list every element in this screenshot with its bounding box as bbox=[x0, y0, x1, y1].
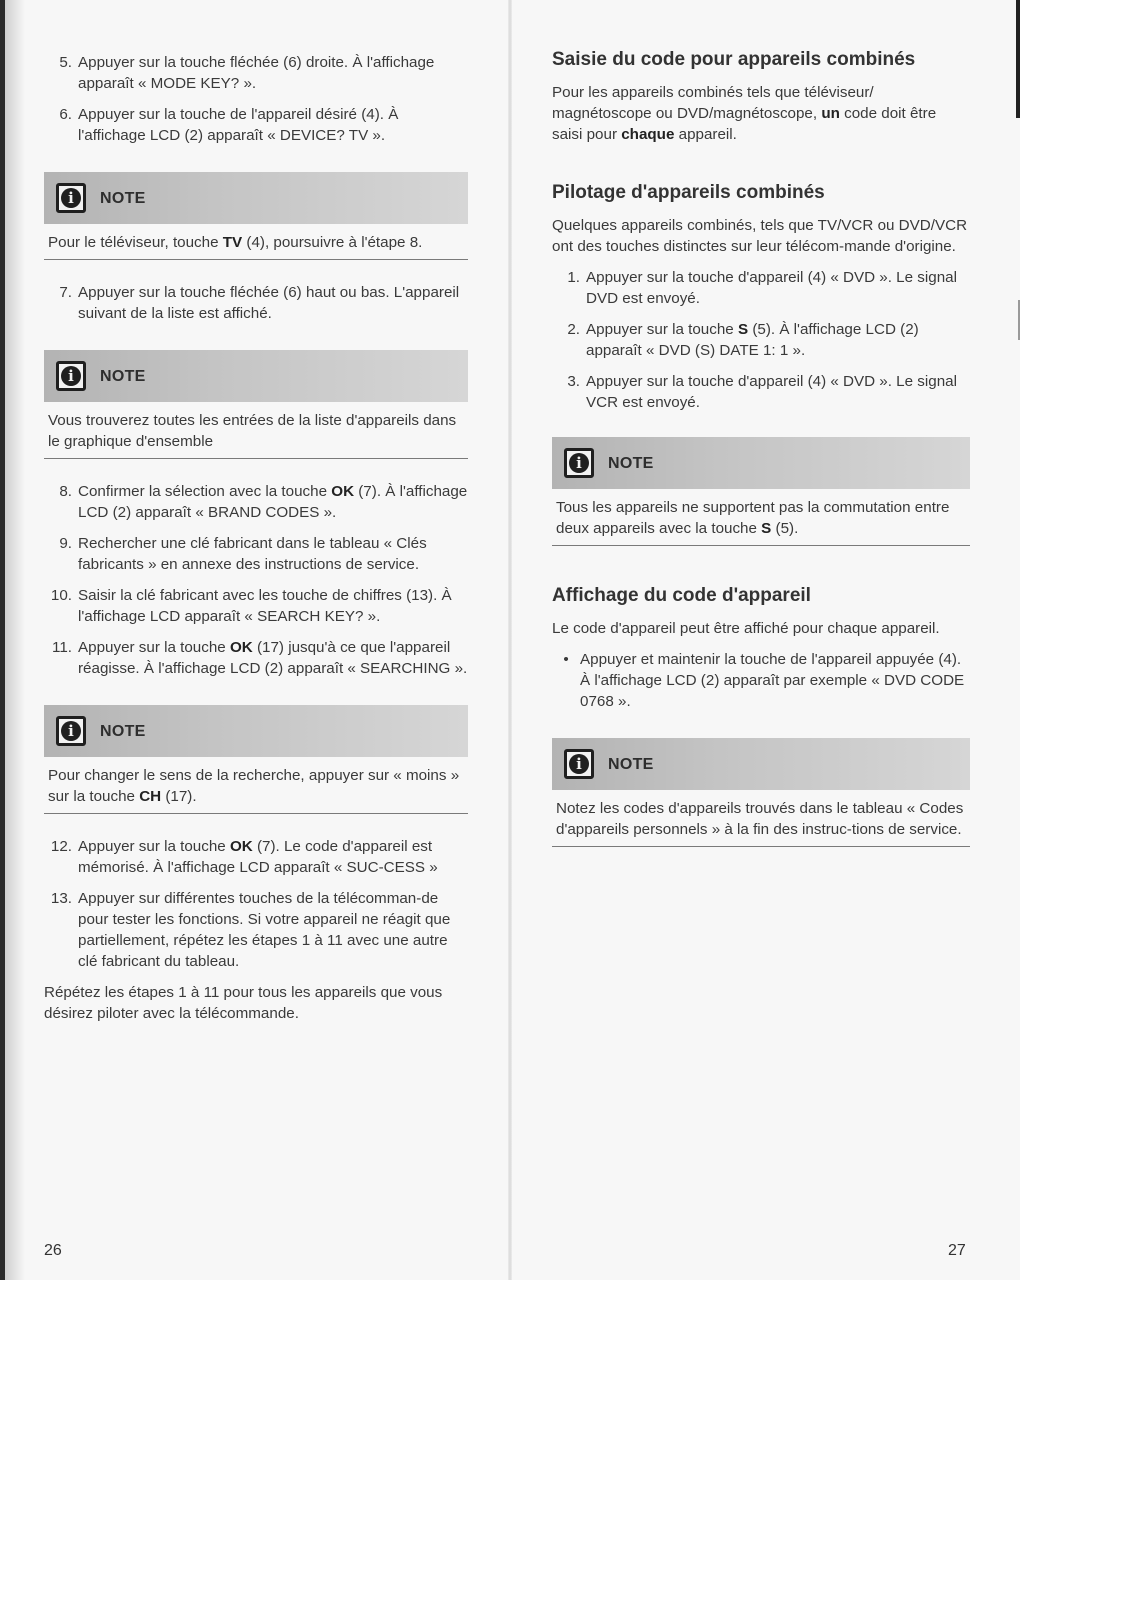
step-text-part: Confirmer la sélection avec la touche bbox=[78, 483, 332, 500]
note-text bbox=[44, 757, 468, 814]
step-text-part: (5). À l'affichage LCD (2) apparaît « DVD (S) DATE 1: 1 ». bbox=[586, 321, 919, 359]
step-text bbox=[78, 836, 468, 878]
step-1 bbox=[552, 267, 970, 309]
step-text-part: (7). Le code d'appareil est mémorisé. À l'affichage LCD apparaît « SUC-CESS » bbox=[78, 838, 438, 876]
step-number: 8. bbox=[59, 483, 72, 500]
step-text: Appuyer sur la touche d'appareil (4) « DVD ». Le signal VCR est envoyé. bbox=[586, 373, 957, 411]
info-icon: i bbox=[56, 716, 86, 746]
section-paragraph: Le code d'appareil peut être affiché pour chaque appareil. bbox=[552, 620, 940, 637]
step-12 bbox=[44, 836, 468, 878]
scan-left-shadow bbox=[5, 0, 25, 1280]
section-title-combined-control: Pilotage d'appareils combinés bbox=[552, 182, 825, 203]
page-number-right: 27 bbox=[948, 1242, 966, 1259]
step-3 bbox=[552, 371, 970, 413]
step-5 bbox=[44, 52, 468, 94]
note-box-3 bbox=[44, 705, 468, 814]
step-text-bold: OK bbox=[229, 639, 253, 656]
note-text-part: Tous les appareils ne supportent pas la commutation entre deux appareils avec la touche bbox=[556, 499, 950, 537]
step-text bbox=[78, 481, 468, 523]
step-number: 9. bbox=[59, 535, 72, 552]
note-header bbox=[44, 705, 468, 757]
book-gutter bbox=[508, 0, 512, 1280]
note-label: NOTE bbox=[100, 367, 146, 385]
note-text-part: (5). bbox=[771, 520, 799, 537]
note-header bbox=[44, 172, 468, 224]
step-text-bold: S bbox=[737, 321, 749, 338]
page-number-left: 26 bbox=[44, 1242, 62, 1259]
step-text-part: Appuyer sur la touche bbox=[586, 321, 738, 338]
step-9 bbox=[44, 533, 468, 575]
note-text-part: (4), poursuivre à l'étape 8. bbox=[242, 234, 423, 251]
right-page-column bbox=[552, 48, 970, 865]
step-11 bbox=[44, 637, 468, 679]
step-number: 12. bbox=[50, 838, 72, 855]
note-text-bold: TV bbox=[222, 234, 243, 251]
note-text bbox=[44, 224, 468, 260]
note-text-part: (17). bbox=[161, 788, 197, 805]
info-icon: i bbox=[564, 749, 594, 779]
step-text bbox=[78, 637, 468, 679]
note-box-4 bbox=[552, 437, 970, 546]
note-box-2 bbox=[44, 350, 468, 459]
step-number: 2. bbox=[567, 321, 580, 338]
step-number: 13. bbox=[50, 890, 72, 907]
scan-right-margin bbox=[1020, 0, 1131, 1280]
closing-paragraph: Répétez les étapes 1 à 11 pour tous les appareils que vous désirez piloter avec la télécommande. bbox=[44, 984, 443, 1022]
note-text-part: Pour changer le sens de la recherche, appuyer sur « moins » sur la touche bbox=[48, 767, 460, 805]
paragraph-part: appareil. bbox=[674, 126, 737, 143]
note-header bbox=[552, 738, 970, 790]
step-13 bbox=[44, 888, 468, 972]
section-title-code-display: Affichage du code d'appareil bbox=[552, 585, 811, 606]
step-text-part: Appuyer sur la touche bbox=[78, 639, 230, 656]
step-8 bbox=[44, 481, 468, 523]
step-text-bold: OK bbox=[229, 838, 253, 855]
note-text-bold: S bbox=[761, 520, 772, 537]
step-text bbox=[586, 319, 970, 361]
left-page-column bbox=[44, 52, 468, 1034]
bullet-dot: • bbox=[563, 651, 569, 668]
note-text: Vous trouverez toutes les entrées de la liste d'appareils dans le graphique d'ensemble bbox=[44, 402, 468, 459]
section-paragraph: Quelques appareils combinés, tels que TV/VCR ou DVD/VCR ont des touches distinctes sur leur télécom-mande d'origine. bbox=[552, 217, 968, 255]
note-label: NOTE bbox=[608, 454, 654, 472]
step-text: Appuyer sur la touche fléchée (6) haut ou bas. L'appareil suivant de la liste est affiché. bbox=[78, 284, 460, 322]
paragraph-bold: un bbox=[821, 105, 840, 122]
note-box-5 bbox=[552, 738, 970, 847]
step-text-part: Appuyer sur la touche bbox=[78, 838, 230, 855]
info-icon: i bbox=[56, 361, 86, 391]
paragraph-bold: chaque bbox=[621, 126, 675, 143]
step-text: Saisir la clé fabricant avec les touche de chiffres (13). À l'affichage LCD apparaît « SEARCH KEY? ». bbox=[78, 587, 452, 625]
note-label: NOTE bbox=[100, 722, 146, 740]
step-6 bbox=[44, 104, 468, 146]
note-header bbox=[552, 437, 970, 489]
step-text-part: (7). À l'affichage LCD (2) apparaît « BRAND CODES ». bbox=[78, 483, 468, 521]
paragraph-part: code doit être saisi pour bbox=[552, 105, 937, 143]
step-number: 6. bbox=[59, 106, 72, 123]
bullet-item bbox=[552, 649, 970, 712]
info-icon: i bbox=[564, 448, 594, 478]
step-number: 10. bbox=[50, 587, 72, 604]
section-title-combined-code: Saisie du code pour appareils combinés bbox=[552, 49, 916, 70]
step-number: 7. bbox=[59, 284, 72, 301]
section-paragraph bbox=[552, 82, 970, 145]
blank-bottom-area bbox=[0, 1280, 1131, 1600]
step-text-bold: OK bbox=[331, 483, 355, 500]
bullet-text: Appuyer et maintenir la touche de l'appareil appuyée (4). À l'affichage LCD (2) apparaît par exemple « DVD CODE 0768 ». bbox=[580, 651, 965, 710]
note-text bbox=[552, 489, 970, 546]
step-text: Rechercher une clé fabricant dans le tableau « Clés fabricants » en annexe des instructions de service. bbox=[78, 535, 427, 573]
step-text: Appuyer sur la touche de l'appareil désiré (4). À l'affichage LCD (2) apparaît « DEVICE? TV ». bbox=[78, 106, 399, 144]
step-7 bbox=[44, 282, 468, 324]
step-2 bbox=[552, 319, 970, 361]
step-number: 3. bbox=[567, 373, 580, 390]
info-icon: i bbox=[56, 183, 86, 213]
note-text-bold: CH bbox=[139, 788, 162, 805]
note-text: Notez les codes d'appareils trouvés dans le tableau « Codes d'appareils personnels » à la fin des instruc-tions de service. bbox=[552, 790, 970, 847]
step-text: Appuyer sur la touche d'appareil (4) « DVD ». Le signal DVD est envoyé. bbox=[586, 269, 957, 307]
step-10 bbox=[44, 585, 468, 627]
note-label: NOTE bbox=[100, 189, 146, 207]
step-text-part: (17) jusqu'à ce que l'appareil réagisse. À l'affichage LCD (2) apparaît « SEARCHING ». bbox=[78, 639, 468, 677]
step-number: 1. bbox=[567, 269, 580, 286]
note-box-1 bbox=[44, 172, 468, 260]
paragraph-part: Pour les appareils combinés tels que téléviseur/ magnétoscope ou DVD/magnétoscope, bbox=[552, 84, 874, 122]
step-text: Appuyer sur différentes touches de la télécomman-de pour tester les fonctions. Si votre appareil ne réagit que partiellement, répétez les étapes 1 à 11 avec une autre clé fabricant du tableau. bbox=[78, 890, 451, 970]
note-text-part: Pour le téléviseur, touche bbox=[48, 234, 223, 251]
note-header bbox=[44, 350, 468, 402]
step-text: Appuyer sur la touche fléchée (6) droite. À l'affichage apparaît « MODE KEY? ». bbox=[78, 54, 435, 92]
step-number: 5. bbox=[59, 54, 72, 71]
note-label: NOTE bbox=[608, 755, 654, 773]
step-number: 11. bbox=[52, 639, 72, 656]
